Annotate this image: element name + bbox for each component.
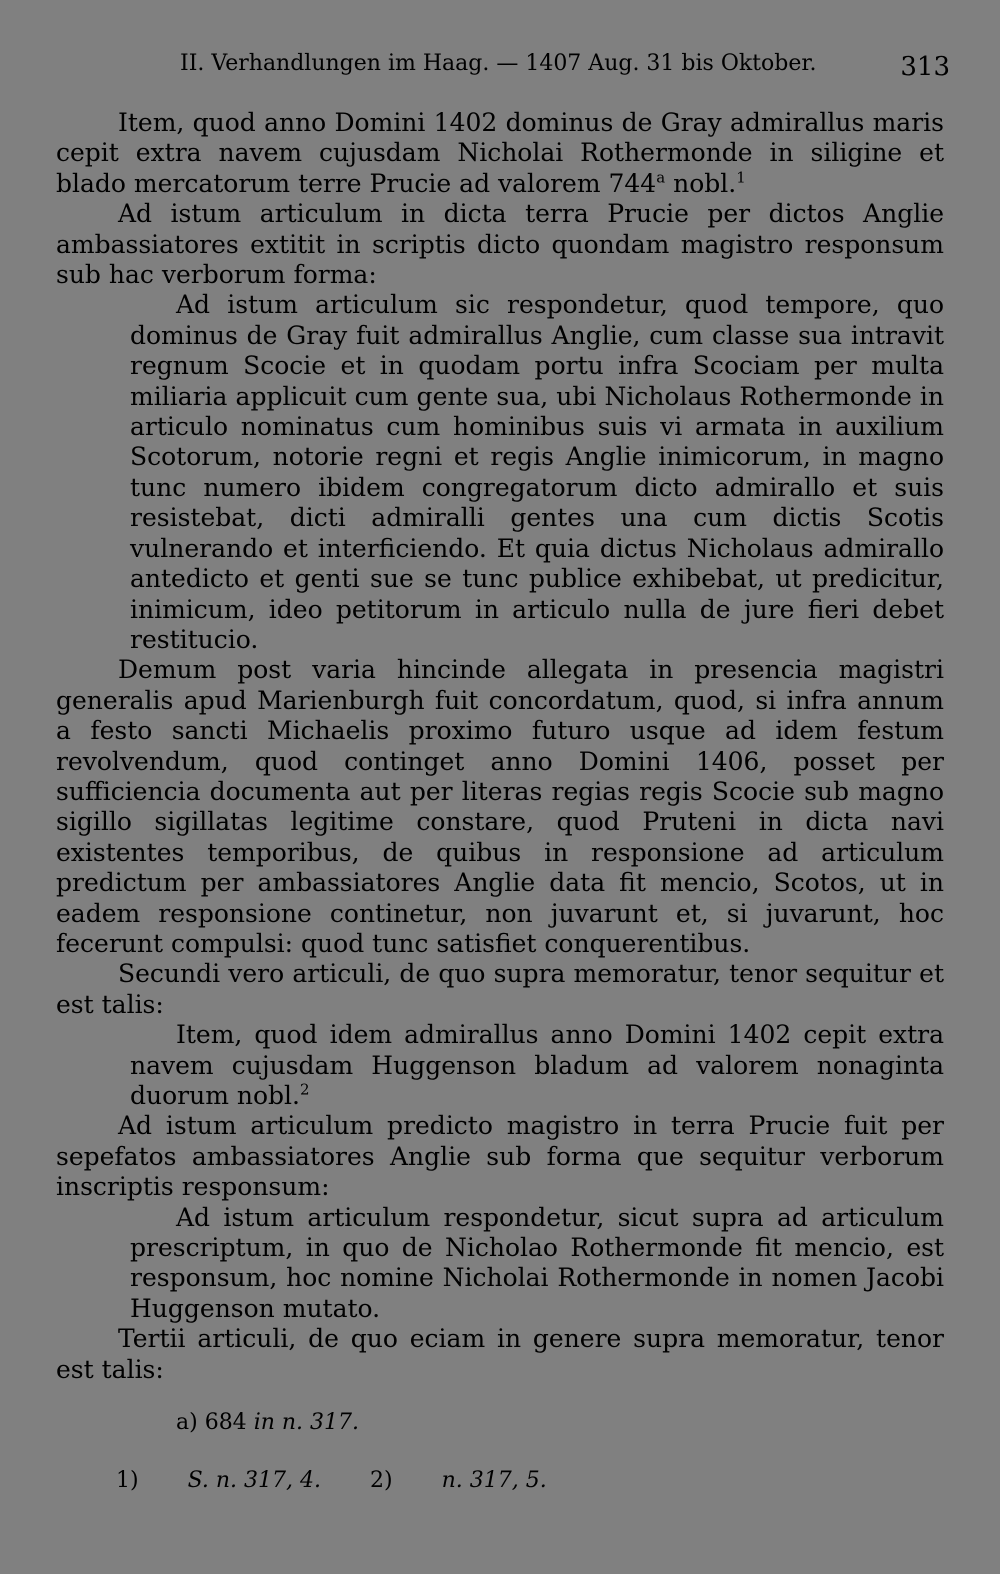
textual-note: a) 684 in n. 317. (176, 1410, 360, 1435)
paragraph-2: Ad istum articulum in dicta terra Prucie per dictos Anglie ambassiatores extitit in scriptis dicto quondam magistro responsum sub hac verborum forma: (56, 199, 944, 290)
paragraph-3: Demum post varia hincinde allegata in presencia magistri generalis apud Marienburgh fuit concordatum, quod, si infra annum a festo sancti Michaelis proximo futuro usque ad idem festum revolvendum, quod continget anno Domini 1406, posset per sufficiencia documenta aut per literas regias regis Scocie sub magno sigillo sigillatas legitime constare, quod Pruteni in dicta navi existentes temporibus, de quibus in responsione ad articulum predictum per ambassiatores Anglie data fit mencio, Scotos, ut in eadem responsione continetur, non juvarunt et, si juvarunt, hoc fecerunt compulsi: quod tunc satisfiet conquerentibus. (56, 655, 944, 958)
paragraph-1: Item, quod anno Domini 1402 dominus de Gray admirallus maris cepit extra navem cujusdam Nicholai Rothermonde in siligine et blado mercatorum terre Prucie ad valorem 744$^a$ nobl.$^1$ (56, 108, 944, 198)
running-title: II. Verhandlungen im Haag. — 1407 Aug. 31 bis Oktober. (180, 51, 817, 76)
paragraph-5: Ad istum articulum predicto magistro in terra Prucie fuit per sepefatos ambassiatores Anglie sub forma que sequitur verborum inscriptis responsum: (56, 1111, 944, 1202)
footnote-1: 1) S. n. 317, 4. (116, 1468, 321, 1493)
paragraph-6: Tertii articuli, de quo eciam in genere supra memoratur, tenor est talis: (56, 1324, 944, 1384)
footnotes (116, 1468, 1000, 1493)
text-note-marker-a: a (656, 168, 666, 187)
footnote-marker-2: 2 (299, 1080, 310, 1099)
quoted-response-2: Ad istum articulum respondetur, sicut supra ad articulum prescriptum, in quo de Nicholao Rothermonde fit mencio, est responsum, hoc nomine Nicholai Rothermonde in nomen Jacobi Huggenson mutato. (130, 1202, 944, 1323)
main-text (56, 108, 944, 1385)
footnote-marker-1: 1 (736, 168, 746, 187)
quoted-article-2: Item, quod idem admirallus anno Domini 1402 cepit extra navem cujusdam Huggenson bladum ad valorem nonaginta duorum nobl.$^2$ (130, 1020, 944, 1110)
footnote-2: 2) n. 317, 5. (369, 1468, 547, 1493)
quoted-response-1: Ad istum articulum sic respondetur, quod tempore, quo dominus de Gray fuit admirallus Anglie, cum classe sua intravit regnum Scocie et in quodam portu infra Scociam per multa miliaria applicuit cum gente sua, ubi Nicholaus Rothermonde in articulo nominatus cum hominibus suis vi armata in auxilium Scotorum, notorie regni et regis Anglie inimicorum, in magno tunc numero ibidem congregatorum dicto admirallo et suis resistebat, dicti admiralli gentes una cum dictis Scotis vulnerando et interficiendo. Et quia dictus Nicholaus admirallo antedicto et genti sue se tunc publice exhibebat, ut predicitur, inimicum, ideo petitorum in articulo nulla de jure fieri debet restitucio. (130, 290, 944, 654)
paragraph-4: Secundi vero articuli, de quo supra memoratur, tenor sequitur et est talis: (56, 959, 944, 1019)
page-number: 313 (900, 52, 950, 82)
page-header (180, 44, 950, 84)
